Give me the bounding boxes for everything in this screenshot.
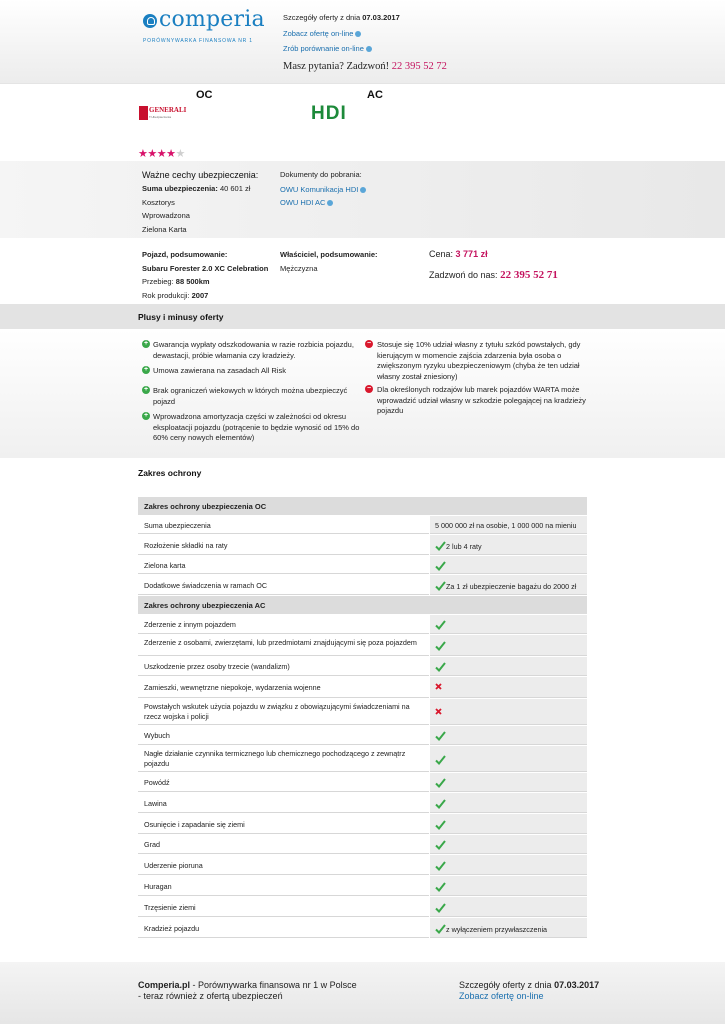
minus-icon: − bbox=[366, 340, 372, 347]
coverage-name-cell bbox=[138, 575, 429, 595]
checkmark-icon bbox=[435, 840, 446, 850]
table-row bbox=[138, 556, 587, 575]
coverage-value-cell bbox=[430, 575, 587, 595]
coverage-name-cell bbox=[138, 793, 429, 813]
coverage-value-cell bbox=[430, 835, 587, 854]
footer-date: 07.03.2017 bbox=[554, 980, 600, 990]
questions-text: Masz pytania? Zadzwoń! bbox=[283, 61, 390, 72]
coverage-value bbox=[435, 731, 446, 742]
checkmark-icon bbox=[435, 903, 446, 913]
table-row bbox=[138, 677, 587, 699]
coverage-value-cell bbox=[430, 746, 587, 772]
table-section-header bbox=[138, 497, 587, 516]
coverage-value bbox=[435, 683, 442, 693]
table-row bbox=[138, 835, 587, 855]
footer-view-online-link[interactable]: Zobacz ofertę on-line bbox=[459, 991, 544, 1001]
coverage-value bbox=[435, 581, 576, 592]
checkmark-icon bbox=[435, 778, 446, 788]
coverage-value-cell bbox=[430, 516, 587, 534]
price-line bbox=[429, 249, 488, 259]
coverage-label: Lawina bbox=[144, 799, 167, 808]
coverage-label: Dodatkowe świadczenia w ramach OC bbox=[144, 581, 268, 590]
arrow-circle-icon bbox=[360, 187, 366, 193]
con-item: Stosuje się 10% udział własny z tytułu szkód powstałych, gdy kierującym w momencie zajścia zdarzenia była osoba o zwiększonym ryzyku ubezpieczeniowym (chyba że ten udział własny został zniesiony) bbox=[377, 340, 581, 381]
table-row bbox=[138, 773, 587, 793]
cross-icon bbox=[435, 683, 442, 690]
hdi-logo-text: HDI bbox=[311, 103, 347, 124]
call-phone[interactable]: 22 395 52 71 bbox=[500, 269, 558, 281]
ac-label: AC bbox=[367, 89, 383, 101]
footer-details-block bbox=[459, 980, 599, 1002]
oc-label: OC bbox=[196, 89, 213, 101]
vehicle-name: Subaru Forester 2.0 XC Celebration bbox=[142, 263, 269, 273]
footer-line2: - teraz również z ofertą ubezpieczeń bbox=[138, 991, 283, 1001]
arrow-circle-icon bbox=[327, 200, 333, 206]
coverage-value bbox=[435, 662, 446, 673]
pro-item: Wprowadzona amortyzacja części w zależności od okresu eksploatacji pojazdu (potrącenie to będzie wynosić od 15% do 60% ceny nowych elementów) bbox=[153, 412, 360, 442]
coverage-name-cell bbox=[138, 773, 429, 792]
coverage-label: Wybuch bbox=[144, 731, 170, 740]
offer-date: 07.03.2017 bbox=[362, 13, 400, 22]
table-row bbox=[138, 793, 587, 814]
coverage-value bbox=[435, 840, 446, 851]
table-row bbox=[138, 615, 587, 635]
coverage-value-cell bbox=[430, 918, 587, 938]
table-row bbox=[138, 897, 587, 918]
brand-logo[interactable]: comperia bbox=[159, 7, 265, 32]
star-empty-icon: ★ bbox=[175, 148, 185, 160]
coverage-value-cell bbox=[430, 793, 587, 813]
footer-details-prefix: Szczegóły oferty z dnia bbox=[459, 980, 552, 990]
coverage-name-cell bbox=[138, 699, 429, 725]
coverage-value-cell bbox=[430, 535, 587, 555]
coverage-name-cell bbox=[138, 726, 429, 745]
coverage-label: Uszkodzenie przez osoby trzecie (wandalizm) bbox=[144, 662, 290, 671]
view-online-row bbox=[283, 29, 361, 38]
coverage-name-cell bbox=[138, 897, 429, 917]
feature-item: Kosztorys bbox=[142, 197, 175, 207]
sum-label: Suma ubezpieczenia: bbox=[142, 184, 218, 193]
table-row bbox=[138, 746, 587, 773]
coverage-label: Huragan bbox=[144, 882, 172, 891]
coverage-value bbox=[435, 820, 446, 831]
coverage-value-text: Za 1 zł ubezpieczenie bagażu do 2000 zł bbox=[446, 582, 577, 591]
plus-icon: + bbox=[143, 412, 149, 419]
coverage-value-cell bbox=[430, 876, 587, 896]
coverage-label: Kradzież pojazdu bbox=[144, 924, 200, 933]
table-row bbox=[138, 918, 587, 939]
con-item: Dla określonych rodzajów lub marek pojazdów WARTA może wprowadzić udział własny w szkodzie polegającej na kradzieży pojazdu bbox=[377, 385, 586, 415]
coverage-value-cell bbox=[430, 677, 587, 698]
coverage-name-cell bbox=[138, 814, 429, 834]
checkmark-icon bbox=[435, 799, 446, 809]
feature-item: Zielona Karta bbox=[142, 224, 187, 234]
coverage-name-cell bbox=[138, 876, 429, 896]
checkmark-icon bbox=[435, 581, 446, 591]
coverage-value-cell bbox=[430, 814, 587, 834]
coverage-value bbox=[435, 620, 446, 631]
offer-date-prefix: Szczegóły oferty z dnia bbox=[283, 13, 361, 22]
oc-header: Zakres ochrony ubezpieczenia OC bbox=[144, 502, 267, 511]
coverage-value bbox=[435, 561, 446, 572]
coverage-label: Powódź bbox=[144, 778, 170, 787]
docs-list bbox=[280, 168, 366, 210]
checkmark-icon bbox=[435, 924, 446, 934]
price-value: 3 771 zł bbox=[455, 249, 488, 259]
year-label: Rok produkcji: bbox=[142, 290, 190, 300]
checkmark-icon bbox=[435, 662, 446, 672]
coverage-value-cell bbox=[430, 897, 587, 917]
coverage-value-text: z wyłączeniem przywłaszczenia bbox=[446, 925, 548, 934]
coverage-name-cell bbox=[138, 556, 429, 574]
coverage-name-cell bbox=[138, 535, 429, 555]
pro-item: Gwarancja wypłaty odszkodowania w razie rozbicia pojazdu, dewastacji, próbie włamania czy kradzieży. bbox=[153, 340, 354, 360]
plus-icon: + bbox=[143, 340, 149, 347]
generali-logo bbox=[139, 104, 187, 122]
coverage-label: Grad bbox=[144, 840, 160, 849]
footer-brand-block bbox=[138, 980, 357, 1002]
pro-item: Brak ograniczeń wiekowych w których można ubezpieczyć pojazd bbox=[153, 386, 348, 406]
coverage-value bbox=[435, 861, 446, 872]
coverage-name-cell bbox=[138, 855, 429, 875]
coverage-label: Suma ubezpieczenia bbox=[144, 521, 211, 530]
star-filled-icon: ★ bbox=[147, 148, 157, 160]
coverage-value-cell bbox=[430, 657, 587, 676]
coverage-value-cell bbox=[430, 615, 587, 634]
features-list bbox=[142, 182, 250, 236]
coverage-name-cell bbox=[138, 835, 429, 854]
coverage-value-cell bbox=[430, 699, 587, 725]
coverage-name-cell bbox=[138, 918, 429, 938]
coverage-label: Zielona karta bbox=[144, 561, 186, 570]
doc-link-owu-ac[interactable]: OWU HDI AC bbox=[280, 198, 326, 207]
coverage-name-cell bbox=[138, 516, 429, 534]
generali-logo-text: GENERALI bbox=[149, 106, 187, 114]
coverage-value-cell bbox=[430, 726, 587, 745]
rating-stars bbox=[138, 147, 185, 160]
coverage-value-text: 2 lub 4 raty bbox=[446, 542, 482, 551]
coverage-value bbox=[435, 882, 446, 893]
star-filled-icon: ★ bbox=[138, 148, 148, 160]
star-filled-icon: ★ bbox=[156, 148, 167, 160]
vehicle-summary bbox=[142, 248, 268, 302]
coverage-label: Rozłożenie składki na raty bbox=[144, 541, 228, 550]
coverage-title: Zakres ochrony bbox=[138, 468, 202, 478]
ac-header: Zakres ochrony ubezpieczenia AC bbox=[144, 601, 266, 610]
coverage-name-cell bbox=[138, 746, 429, 772]
table-row bbox=[138, 876, 587, 897]
coverage-value bbox=[435, 541, 482, 552]
questions-line bbox=[283, 61, 447, 72]
brand-tagline: PORÓWNYWARKA FINANSOWA NR 1 bbox=[143, 38, 253, 44]
coverage-label: Osunięcie i zapadanie się ziemi bbox=[144, 820, 245, 829]
coverage-name-cell bbox=[138, 635, 429, 656]
comperia-logo-icon bbox=[143, 14, 157, 28]
table-section-header bbox=[138, 596, 587, 615]
coverage-value bbox=[435, 521, 576, 531]
coverage-value-cell bbox=[430, 635, 587, 656]
coverage-value bbox=[435, 924, 547, 935]
table-row bbox=[138, 635, 587, 657]
coverage-value bbox=[435, 799, 446, 810]
page-footer bbox=[0, 962, 725, 1024]
generali-logo-sub: T.Ubezpieczenia bbox=[149, 115, 172, 119]
doc-link-owu-komunikacja[interactable]: OWU Komunikacja HDI bbox=[280, 184, 359, 194]
table-row bbox=[138, 699, 587, 726]
owner-title: Właściciel, podsumowanie: bbox=[280, 250, 378, 259]
year-value: 2007 bbox=[191, 290, 209, 300]
coverage-name-cell bbox=[138, 677, 429, 698]
mileage-value: 88 500km bbox=[175, 277, 210, 286]
compare-online-row bbox=[283, 44, 372, 53]
owner-value: Mężczyzna bbox=[280, 263, 318, 273]
compare-online-link[interactable]: Zrób porównanie on-line bbox=[283, 44, 364, 53]
arrow-circle-icon bbox=[366, 46, 372, 52]
sum-value: 40 601 zł bbox=[219, 184, 251, 193]
footer-line1: - Porównywarka finansowa nr 1 w Polsce bbox=[190, 980, 357, 990]
call-line bbox=[429, 269, 558, 281]
checkmark-icon bbox=[435, 755, 446, 765]
price-label: Cena: bbox=[429, 249, 454, 259]
coverage-label: Powstałych wskutek użycia pojazdu w związku z obowiązującymi świadczeniami na rzecz wojska i policji bbox=[144, 702, 410, 721]
coverage-label: Trzęsienie ziemi bbox=[144, 903, 196, 912]
arrow-circle-icon bbox=[355, 31, 361, 37]
checkmark-icon bbox=[435, 882, 446, 892]
coverage-label: Zderzenie z innym pojazdem bbox=[144, 620, 236, 629]
pros-cons-title: Plusy i minusy oferty bbox=[138, 312, 224, 322]
docs-title: Dokumenty do pobrania: bbox=[280, 170, 362, 179]
table-row bbox=[138, 726, 587, 746]
table-row bbox=[138, 657, 587, 677]
minus-icon: − bbox=[366, 385, 372, 392]
table-row bbox=[138, 814, 587, 835]
cross-icon bbox=[435, 708, 442, 715]
checkmark-icon bbox=[435, 541, 446, 551]
footer-brand: Comperia.pl bbox=[138, 980, 191, 990]
checkmark-icon bbox=[435, 561, 446, 571]
coverage-value-cell bbox=[430, 855, 587, 875]
coverage-label: Zamieszki, wewnętrzne niepokoje, wydarzenia wojenne bbox=[144, 683, 321, 692]
header-phone[interactable]: 22 395 52 72 bbox=[391, 61, 447, 72]
coverage-label: Nagłe działanie czynnika termicznego lub chemicznego pochodzącego z zewnątrz pojazdu bbox=[144, 749, 406, 768]
pros-cons-header-band bbox=[0, 304, 725, 329]
pro-item: Umowa zawierana na zasadach All Risk bbox=[153, 366, 286, 375]
coverage-value bbox=[435, 641, 446, 652]
checkmark-icon bbox=[435, 820, 446, 830]
coverage-name-cell bbox=[138, 657, 429, 676]
call-label: Zadzwoń do nas: bbox=[429, 270, 498, 280]
owner-summary bbox=[280, 248, 378, 275]
coverage-label: Zderzenie z osobami, zwierzętami, lub przedmiotami znajdującymi się poza pojazdem bbox=[144, 638, 417, 647]
checkmark-icon bbox=[435, 731, 446, 741]
mileage-label: Przebieg: bbox=[142, 277, 174, 286]
table-row bbox=[138, 855, 587, 876]
table-row bbox=[138, 575, 587, 596]
checkmark-icon bbox=[435, 620, 446, 630]
table-row bbox=[138, 516, 587, 535]
coverage-value bbox=[435, 755, 446, 766]
coverage-value-cell bbox=[430, 556, 587, 574]
offer-date-line bbox=[283, 13, 400, 22]
vehicle-title: Pojazd, podsumowanie: bbox=[142, 250, 228, 259]
coverage-name-cell bbox=[138, 615, 429, 634]
checkmark-icon bbox=[435, 641, 446, 651]
features-title: Ważne cechy ubezpieczenia: bbox=[142, 170, 259, 180]
coverage-value-text: 5 000 000 zł na osobie, 1 000 000 na mieniu bbox=[435, 521, 577, 530]
view-online-link[interactable]: Zobacz ofertę on-line bbox=[283, 29, 354, 38]
plus-icon: + bbox=[143, 386, 149, 393]
coverage-value bbox=[435, 708, 442, 718]
feature-item: Wprowadzona bbox=[142, 211, 190, 220]
lion-icon bbox=[139, 106, 148, 120]
table-row bbox=[138, 535, 587, 556]
coverage-label: Uderzenie pioruna bbox=[144, 861, 203, 870]
plus-icon: + bbox=[143, 366, 149, 373]
checkmark-icon bbox=[435, 861, 446, 871]
coverage-value-cell bbox=[430, 773, 587, 792]
coverage-value bbox=[435, 903, 446, 914]
coverage-value bbox=[435, 778, 446, 789]
star-filled-icon: ★ bbox=[166, 148, 176, 160]
hdi-logo bbox=[311, 103, 347, 125]
